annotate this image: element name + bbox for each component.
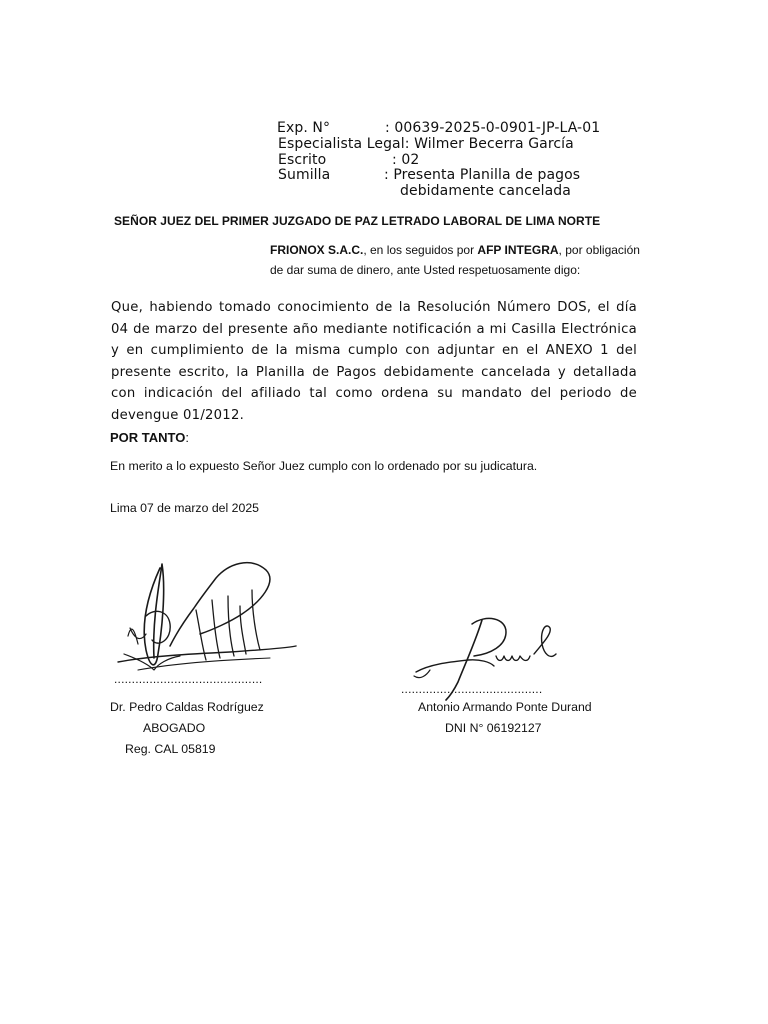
por-tanto-heading bbox=[110, 430, 189, 445]
especialista-line bbox=[278, 137, 574, 153]
closing-sentence: En merito a lo expuesto Señor Juez cumplo con lo ordenado por su judicatura. bbox=[110, 459, 538, 473]
especialista-value: Wilmer Becerra García bbox=[414, 136, 574, 152]
sumilla-line bbox=[278, 168, 580, 184]
left-signatory-title: ABOGADO bbox=[143, 721, 206, 735]
escrito-label: Escrito bbox=[278, 152, 327, 168]
counterparty-name: AFP INTEGRA bbox=[477, 243, 559, 257]
signature-left-icon bbox=[110, 550, 300, 690]
exp-label: Exp. N° bbox=[277, 120, 331, 136]
intro-text-1: , en los seguidos por bbox=[363, 243, 478, 257]
right-signatory-id: DNI N° 06192127 bbox=[445, 721, 542, 735]
company-name: FRIONOX S.A.C. bbox=[270, 243, 364, 257]
signature-line-left: .......................................... bbox=[114, 672, 263, 686]
left-signatory-reg: Reg. CAL 05819 bbox=[125, 742, 216, 756]
body-paragraph: Que, habiendo tomado conocimiento de la Resolución Número DOS, el día 04 de marzo del presente año mediante notificación a mi Casilla Electrónica y en cumplimiento de la misma cumplo con adjuntar en el ANEXO 1 del presente escrito, la Planilla de Pagos debidamente cancelada y detallada con indicación del afiliado tal como ordena su mandato del periodo de devengue 01/2012. bbox=[111, 300, 637, 423]
intro-paragraph bbox=[270, 240, 650, 280]
especialista-label: Especialista Legal: bbox=[278, 136, 410, 152]
right-signatory-name: Antonio Armando Ponte Durand bbox=[418, 700, 592, 714]
por-tanto-label: POR TANTO bbox=[110, 430, 186, 445]
sumilla-value-1: : Presenta Planilla de pagos bbox=[384, 167, 581, 183]
por-tanto-colon: : bbox=[185, 430, 189, 445]
intro-text-2: , por obligación de dar suma de dinero, ante Usted respetuosamente digo: bbox=[270, 243, 640, 277]
expediente-line bbox=[277, 121, 600, 137]
signature-line-right: ........................................ bbox=[401, 682, 543, 696]
place-date: Lima 07 de marzo del 2025 bbox=[110, 501, 260, 515]
exp-value: : 00639-2025-0-0901-JP-LA-01 bbox=[385, 120, 601, 136]
escrito-value: : 02 bbox=[392, 152, 420, 168]
addressee-heading: SEÑOR JUEZ DEL PRIMER JUZGADO DE PAZ LETRADO LABORAL DE LIMA NORTE bbox=[114, 214, 601, 228]
left-signatory-name: Dr. Pedro Caldas Rodríguez bbox=[110, 700, 264, 714]
sumilla-line-2 bbox=[400, 184, 571, 200]
sumilla-value-2: debidamente cancelada bbox=[400, 183, 571, 199]
sumilla-label: Sumilla bbox=[278, 167, 331, 183]
